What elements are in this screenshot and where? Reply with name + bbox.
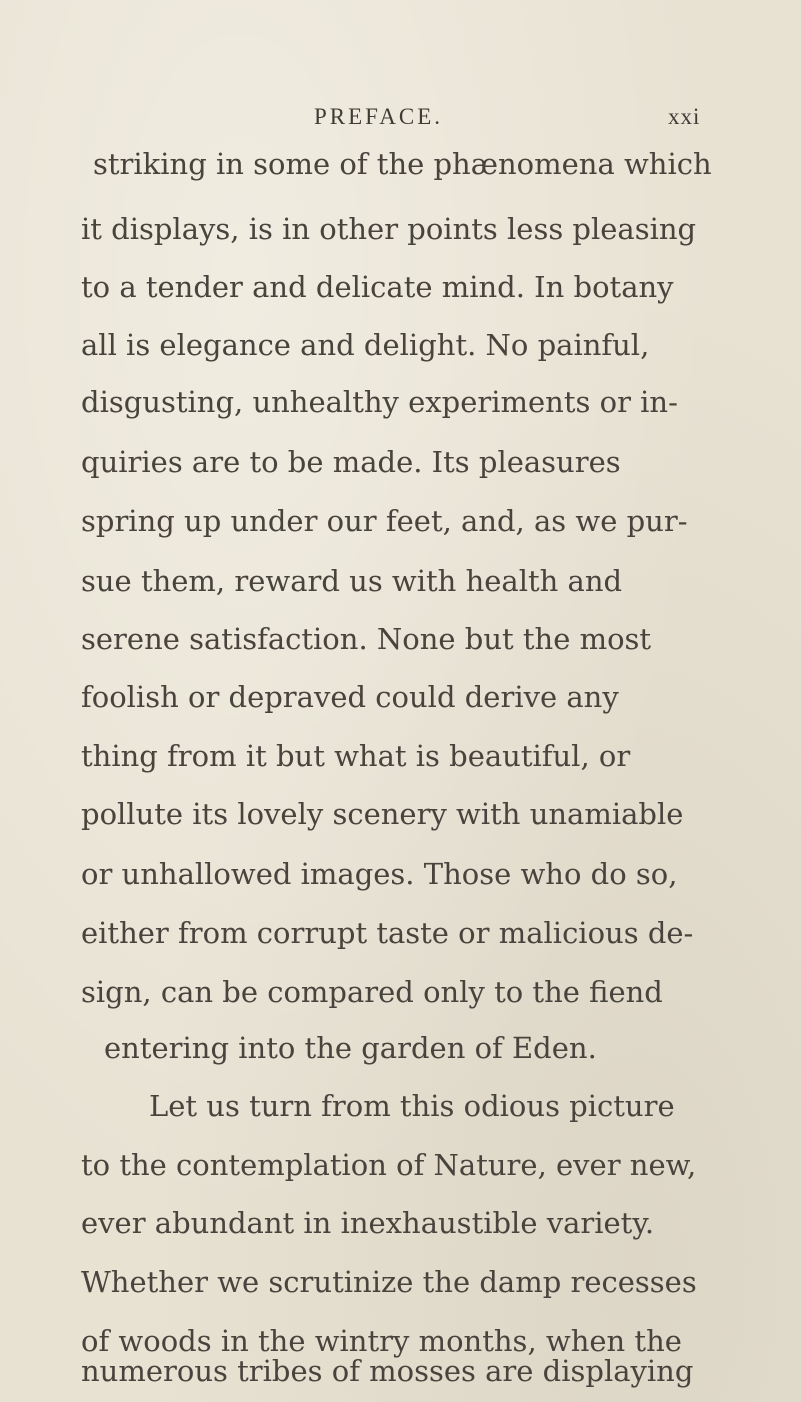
- text-line: of woods in the wintry months, when the: [81, 1324, 682, 1358]
- running-title: PREFACE.: [314, 104, 444, 129]
- text-line: sign, can be compared only to the fiend: [81, 975, 663, 1009]
- text-line: Whether we scrutinize the damp recesses: [81, 1265, 697, 1299]
- text-line: quiries are to be made. Its pleasures: [81, 445, 621, 479]
- page-number: xxi: [668, 104, 701, 129]
- text-line: serene satisfaction. None but the most: [81, 622, 652, 656]
- text-line: either from corrupt taste or malicious de-: [81, 916, 694, 950]
- text-line: numerous tribes of mosses are displaying: [81, 1354, 694, 1388]
- text-line: ever abundant in inexhaustible variety.: [81, 1206, 655, 1240]
- text-line: entering into the garden of Eden.: [104, 1031, 597, 1065]
- paragraph-start-line: Let us turn from this odious picture: [149, 1089, 675, 1123]
- text-line: sue them, reward us with health and: [81, 564, 623, 598]
- text-line: foolish or depraved could derive any: [81, 680, 619, 714]
- text-line: or unhallowed images. Those who do so,: [81, 857, 678, 891]
- text-line: disgusting, unhealthy experiments or in-: [81, 385, 678, 419]
- text-line: all is elegance and delight. No painful,: [81, 328, 650, 362]
- text-line: it displays, is in other points less pleasing: [81, 212, 697, 246]
- text-line: thing from it but what is beautiful, or: [81, 739, 631, 773]
- text-line: to the contemplation of Nature, ever new,: [81, 1148, 697, 1182]
- text-line: pollute its lovely scenery with unamiable: [81, 797, 684, 831]
- text-line: to a tender and delicate mind. In botany: [81, 270, 674, 304]
- text-line: spring up under our feet, and, as we pur-: [81, 504, 688, 538]
- text-line: striking in some of the phænomena which: [93, 147, 712, 181]
